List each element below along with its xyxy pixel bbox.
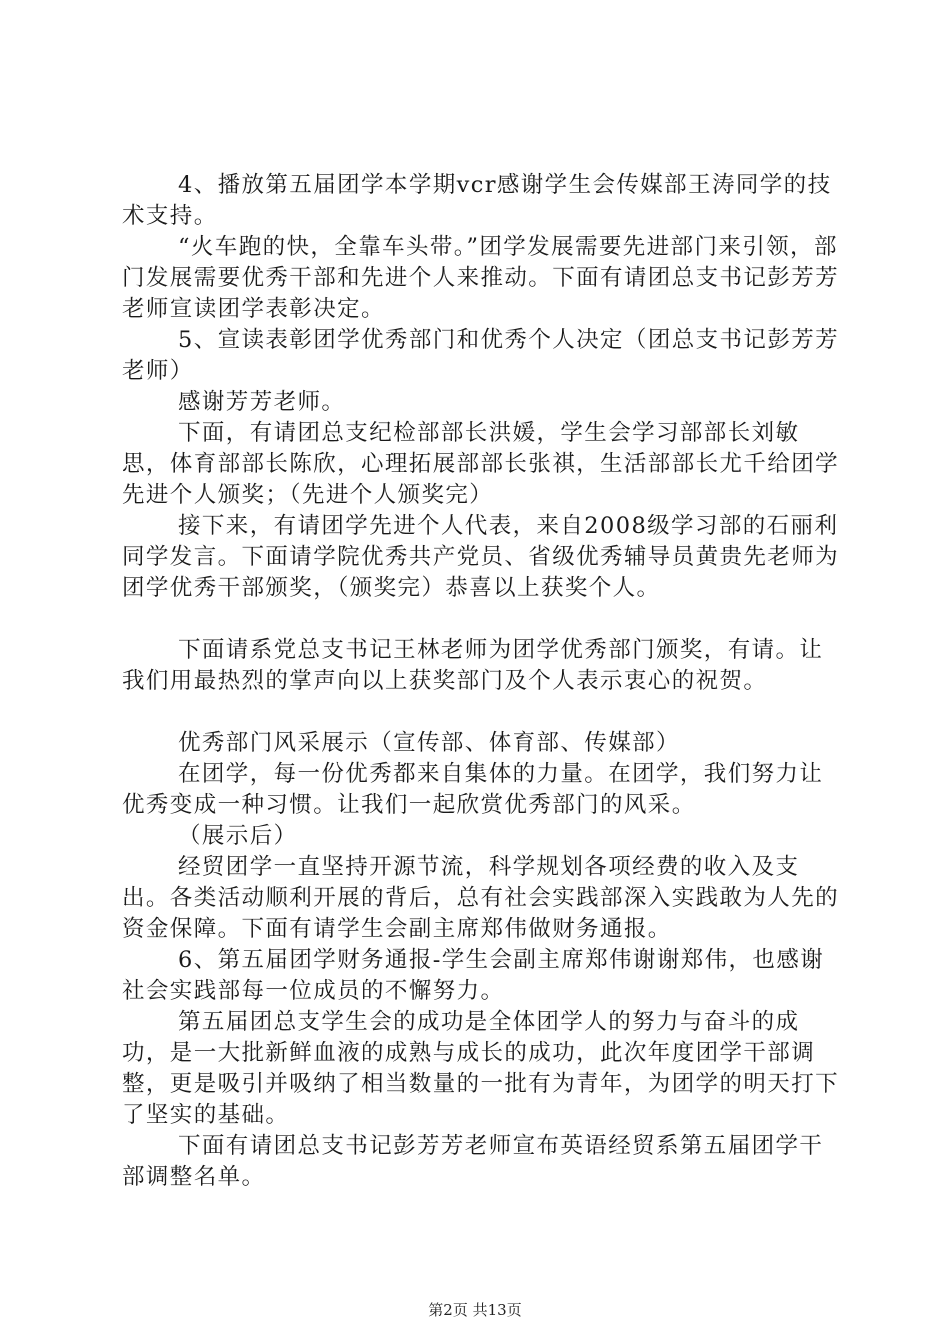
paragraph-finance-intro: 经贸团学一直坚持开源节流，科学规划各项经费的收入及支出。各类活动顺利开展的背后，总有社会实践部深入实践敢为人先的资金保障。下面有请学生会副主席郑伟做财务通报。	[122, 854, 840, 942]
paragraph-department-award: 下面请系党总支书记王林老师为团学优秀部门颁奖，有请。让我们用最热烈的掌声向以上获奖部门及个人表示衷心的祝贺。	[122, 637, 824, 694]
paragraph-showcase-intro: 在团学，每一份优秀都来自集体的力量。在团学，我们努力让优秀变成一种习惯。让我们一起欣赏优秀部门的风采。	[122, 761, 824, 818]
paragraph-item-5-announcement: 5、宣读表彰团学优秀部门和优秀个人决定（团总支书记彭芳芳老师）	[122, 327, 840, 384]
paragraph-item-6-finance: 6、第五届团学财务通报-学生会副主席郑伟谢谢郑伟，也感谢社会实践部每一位成员的不懈努力。	[122, 947, 825, 1004]
paragraph-after-showcase: （展示后）	[178, 823, 298, 849]
paragraph-department-showcase: 优秀部门风采展示（宣传部、体育部、传媒部）	[178, 730, 680, 756]
paragraph-award-individuals: 下面，有请团总支纪检部部长洪媛，学生会学习部部长刘敏思，体育部部长陈欣，心理拓展部部长张祺，生活部部长尤千给团学先进个人颁奖；（先进个人颁奖完）	[122, 420, 840, 508]
paragraph-representative-speech: 接下来，有请团学先进个人代表，来自2008级学习部的石丽利同学发言。下面请学院优秀共产党员、省级优秀辅导员黄贵先老师为团学优秀干部颁奖，（颁奖完）恭喜以上获奖个人。	[122, 513, 840, 601]
paragraph-train-quote: “火车跑的快，全靠车头带。”团学发展需要先进部门来引领，部门发展需要优秀干部和先进个人来推动。下面有请团总支书记彭芳芳老师宣读团学表彰决定。	[122, 234, 840, 322]
page-number-footer: 第2页 共13页	[428, 1301, 522, 1319]
paragraph-item-4-vcr: 4、播放第五届团学本学期vcr感谢学生会传媒部王涛同学的技术支持。	[122, 172, 832, 229]
paragraph-thanks-teacher: 感谢芳芳老师。	[178, 389, 346, 415]
paragraph-success-summary: 第五届团总支学生会的成功是全体团学人的努力与奋斗的成功，是一大批新鲜血液的成熟与成长的成功，此次年度团学干部调整，更是吸引并吸纳了相当数量的一批有为青年，为团学的明天打下了坚实的基础。	[122, 1009, 840, 1128]
document-body	[122, 170, 842, 1193]
paragraph-cadre-adjustment: 下面有请团总支书记彭芳芳老师宣布英语经贸系第五届团学干部调整名单。	[122, 1133, 824, 1190]
